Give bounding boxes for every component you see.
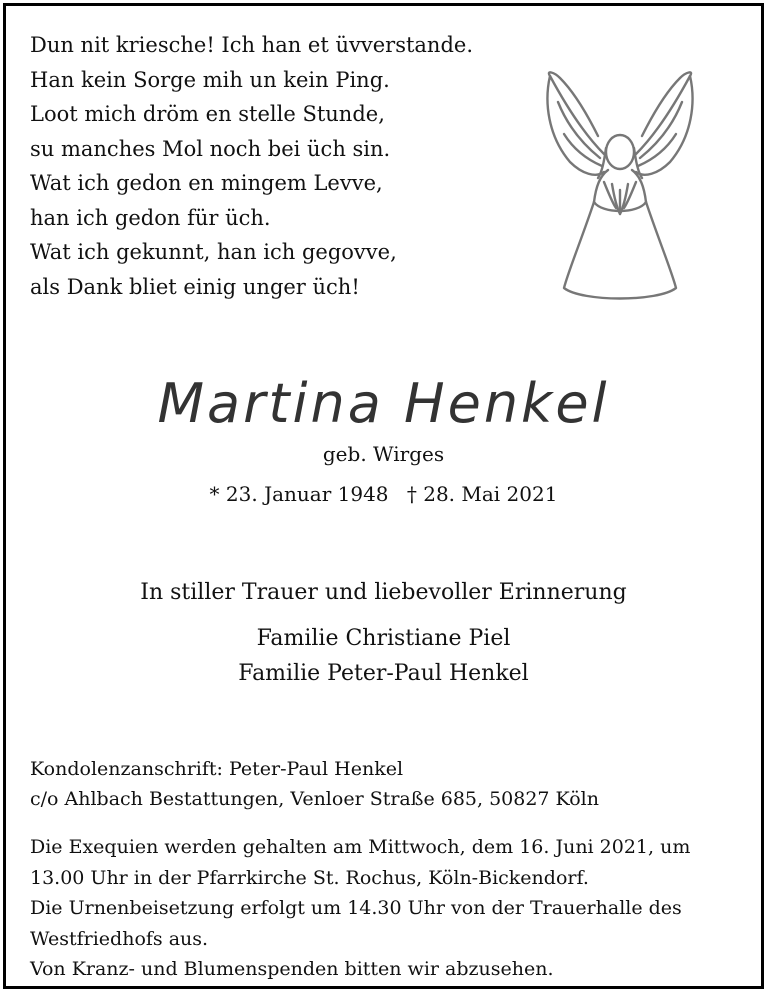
service-line: Die Exequien werden gehalten am Mittwoch, dem 16. Juni 2021, um bbox=[30, 836, 691, 858]
poem-line: Dun nit kriesche! Ich han et üvverstande. bbox=[30, 33, 473, 57]
birth-date: * 23. Januar 1948 bbox=[209, 482, 389, 506]
life-dates bbox=[6, 482, 761, 506]
poem-line: Loot mich dröm en stelle Stunde, bbox=[30, 102, 385, 126]
address-line: c/o Ahlbach Bestattungen, Venloer Straße 685, 50827 Köln bbox=[30, 788, 599, 810]
service-line: Westfriedhofs aus. bbox=[30, 927, 209, 950]
poem-line: su manches Mol noch bei üch sin. bbox=[30, 136, 391, 161]
poem-line: als Dank bliet einig unger üch! bbox=[30, 274, 360, 299]
poem-line: Wat ich gedon en mingem Levve, bbox=[30, 171, 383, 195]
service-line: 13.00 Uhr in der Pfarrkirche St. Rochus, Köln-Bickendorf. bbox=[30, 866, 589, 889]
mourning-line: In stiller Trauer und liebevoller Erinnerung bbox=[140, 580, 627, 605]
address-line: Kondolenzanschrift: Peter-Paul Henkel bbox=[30, 758, 404, 780]
maiden-name: geb. Wirges bbox=[322, 442, 445, 466]
death-date: † 28. Mai 2021 bbox=[406, 482, 558, 506]
obituary-notice bbox=[3, 3, 764, 989]
service-details bbox=[30, 832, 690, 985]
angel-icon bbox=[542, 62, 698, 308]
poem-line: Han kein Sorge mih un kein Ping. bbox=[30, 67, 390, 92]
deceased-name: Martina Henkel bbox=[157, 372, 610, 435]
poem-line: Wat ich gekunnt, han ich gegovve, bbox=[30, 240, 397, 264]
service-line: Von Kranz- und Blumenspenden bitten wir abzusehen. bbox=[30, 958, 554, 980]
family-name: Familie Christiane Piel bbox=[256, 626, 511, 651]
family-name: Familie Peter-Paul Henkel bbox=[238, 661, 529, 686]
condolence-address bbox=[30, 754, 599, 814]
service-line: Die Urnenbeisetzung erfolgt um 14.30 Uhr von der Trauerhalle des bbox=[30, 897, 682, 919]
poem-line: han ich gedon für üch. bbox=[30, 205, 271, 230]
poem bbox=[30, 28, 473, 304]
